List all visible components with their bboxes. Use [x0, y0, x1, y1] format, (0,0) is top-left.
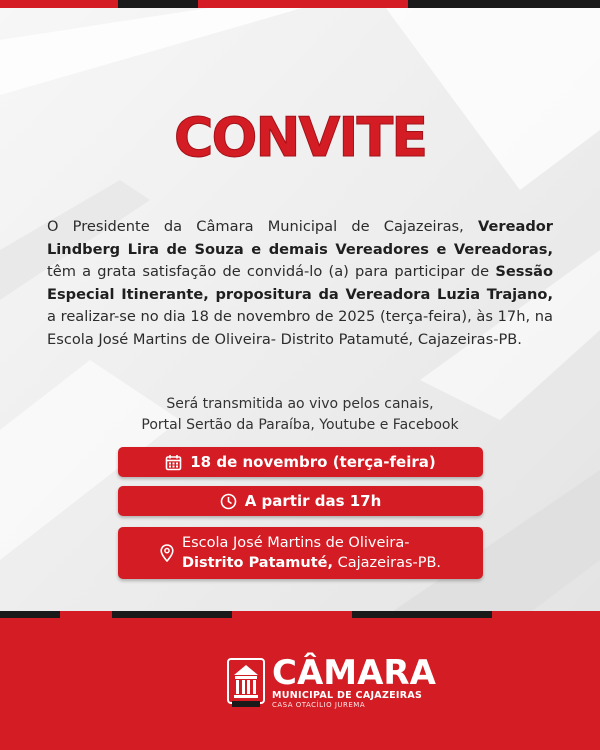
bottom-strip-dark — [352, 611, 492, 618]
logo-text — [272, 653, 436, 710]
top-bar-red-segment — [0, 0, 118, 8]
date-label: 18 de novembro (terça-feira) — [190, 453, 436, 471]
logo-main: CÂMARA — [272, 653, 436, 693]
time-label: A partir das 17h — [244, 492, 382, 510]
location-text — [182, 533, 441, 573]
bottom-strip-red — [232, 611, 352, 618]
bottom-strip-dark — [112, 611, 232, 618]
invitation-text-part: a realizar-se no dia 18 de novembro de 2025 (terça-feira), às 17h, na Escola José Martins de Oliveira- Distrito Patamuté, Cajazeiras-PB. — [47, 308, 553, 348]
invitation-text-part: têm a grata satisfação de convidá-lo (a) para participar de — [47, 263, 496, 280]
page-title: CONVITE — [173, 106, 427, 169]
broadcast-info — [0, 394, 600, 436]
bottom-strip-dark — [0, 611, 60, 618]
building-emblem-icon — [226, 657, 266, 709]
invitation-text — [47, 216, 553, 351]
location-line — [182, 553, 441, 573]
location-pill — [118, 527, 483, 579]
invitation-text-part: O Presidente da Câmara Municipal de Cajazeiras, — [47, 218, 478, 235]
calendar-icon — [165, 454, 182, 471]
location-pin-icon — [160, 544, 174, 562]
date-pill — [118, 447, 483, 477]
time-pill — [118, 486, 483, 516]
top-bar-red-segment — [198, 0, 408, 8]
logo-sub: MUNICIPAL DE CAJAZEIRAS — [272, 690, 423, 701]
broadcast-line: Será transmitida ao vivo pelos canais, — [166, 396, 434, 412]
clock-icon — [220, 493, 237, 510]
bottom-strip-red — [492, 611, 600, 618]
logo-tag: CASA OTACÍLIO JUREMA — [272, 701, 366, 709]
camara-logo — [226, 653, 436, 710]
invitation-text-bold: Vereador Lindberg Lira de Souza e demais Vereadores e Vereadoras, — [47, 218, 553, 258]
top-bar-dark-segment — [118, 0, 198, 8]
bottom-strip-red — [60, 611, 112, 618]
broadcast-line: Portal Sertão da Paraíba, Youtube e Facebook — [141, 417, 459, 433]
location-rest: Cajazeiras-PB. — [333, 555, 442, 571]
location-bold: Distrito Patamuté, — [181, 555, 334, 571]
invitation-text-bold: Sessão Especial Itinerante, propositura da Vereadora Luzia Trajano, — [47, 263, 553, 303]
top-bar-dark-segment — [408, 0, 600, 8]
location-line: Escola José Martins de Oliveira- — [181, 535, 410, 551]
